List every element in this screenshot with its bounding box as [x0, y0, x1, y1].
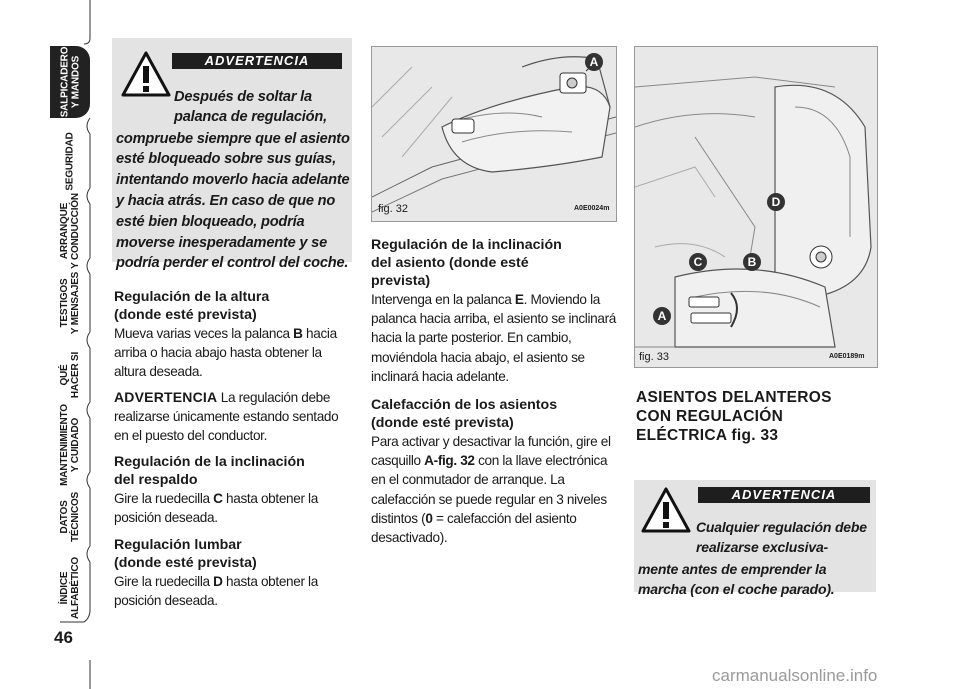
- tab-mantenimiento[interactable]: [50, 404, 90, 486]
- heading-calefaccion: Calefacción de los asientos (donde esté prevista): [371, 397, 558, 432]
- para-calefaccion: Para activar y desactivar la función, gire el casquillo A-fig. 32 con la llave electrónica en el conmutador de arranque. La calefacción se puede regular en 3 niveles distintos (0 = calefacción del asiento desactivado).: [371, 434, 611, 546]
- figure-code: A0E0024m: [574, 205, 610, 212]
- tab-testigos[interactable]: [50, 271, 90, 335]
- car-interior-illustration: [635, 47, 877, 367]
- section-heading: ASIENTOS DELANTEROS CON REGULACIÓN ELÉCTRICA fig. 33: [636, 389, 832, 444]
- tab-que-hacer[interactable]: [50, 348, 90, 402]
- figure-label: fig. 33: [639, 351, 669, 363]
- column-1: [114, 288, 352, 610]
- page-number: 46: [54, 628, 73, 647]
- callout-a: A: [585, 53, 603, 71]
- warning-title: ADVERTENCIA: [698, 487, 870, 503]
- figure-label: fig. 32: [378, 203, 408, 215]
- warning-triangle-icon: [120, 50, 172, 98]
- tab-label: DATOS TÉCNICOS: [59, 491, 82, 543]
- tab-label: TESTIGOS Y MENSAJES: [59, 271, 82, 335]
- tab-datos[interactable]: [50, 488, 90, 546]
- warning-title: ADVERTENCIA: [172, 53, 342, 69]
- warning-triangle-icon: [640, 486, 692, 534]
- para-inclinacion-asiento: Intervenga en la palanca E. Moviendo la palanca hacia arriba, el asiento se inclinará hacia la parte posterior. En cambio, moviéndola hacia abajo, el asiento se inclinará hacia adelante.: [371, 292, 616, 384]
- warning-box: [634, 480, 876, 597]
- para-advertencia: ADVERTENCIA La regulación debe realizarse únicamente estando sentado en el puesto del conductor.: [114, 388, 339, 444]
- tab-label: SALPICADERO Y MANDOS: [59, 46, 81, 118]
- warning-text: compruebe siempre que el asiento esté bloqueado sobre sus guías, intentando moverlo hacia adelante y hacia atrás. En caso de que no esté bien bloqueado, podría moverse inesperadamente y se podría perder el control del coche.: [116, 130, 350, 272]
- tab-label: ÍNDICE ALFABÉTICO: [59, 557, 82, 619]
- callout-a: A: [653, 307, 671, 325]
- heading-inclinacion-asiento: Regulación de la inclinación del asiento (donde esté prevista): [371, 237, 562, 289]
- seat-side-illustration: [372, 47, 616, 221]
- tab-label: SEGURIDAD: [64, 131, 76, 191]
- heading-respaldo: Regulación de la inclinación del respaldo: [114, 454, 305, 489]
- watermark: carmanualsonline.info: [712, 666, 878, 685]
- para-lumbar: Gire la ruedecilla D hasta obtener la posición deseada.: [114, 573, 318, 608]
- callout-c: C: [689, 253, 707, 271]
- figure-33: [634, 46, 878, 368]
- heading-altura: Regulación de la altura (donde esté prevista): [114, 289, 270, 323]
- callout-b: B: [743, 253, 761, 271]
- tab-label: MANTENIMIENTO Y CUIDADO: [59, 404, 82, 486]
- para-altura: Mueva varias veces la palanca B hacia arriba o hacia abajo hasta obtener la altura deseada.: [114, 326, 337, 380]
- tab-indice[interactable]: [50, 557, 90, 619]
- tab-salpicadero[interactable]: [50, 46, 90, 118]
- warning-box: [112, 38, 352, 272]
- figure-32: [371, 46, 617, 222]
- figure-code: A0E0189m: [829, 353, 865, 360]
- chapter-tab-bar: [0, 0, 100, 689]
- column-3: [636, 388, 876, 445]
- tab-seguridad[interactable]: [50, 131, 90, 191]
- callout-d: D: [767, 193, 785, 211]
- warning-lead: Cualquier regulación debe realizarse exclusiva-: [696, 519, 867, 555]
- para-respaldo: Gire la ruedecilla C hasta obtener la posición deseada.: [114, 491, 318, 526]
- tab-label: QUÉ HACER SI: [59, 351, 81, 399]
- tab-label: ARRANQUE Y CONDUCCIÓN: [59, 193, 82, 269]
- warning-text: mente antes de emprender la marcha (con el coche parado).: [638, 561, 835, 597]
- tab-arranque[interactable]: [50, 193, 90, 269]
- warning-lead: Después de soltar la palanca de regulación,: [174, 88, 327, 126]
- heading-lumbar: Regulación lumbar (donde esté prevista): [114, 536, 257, 571]
- column-2: [371, 236, 616, 547]
